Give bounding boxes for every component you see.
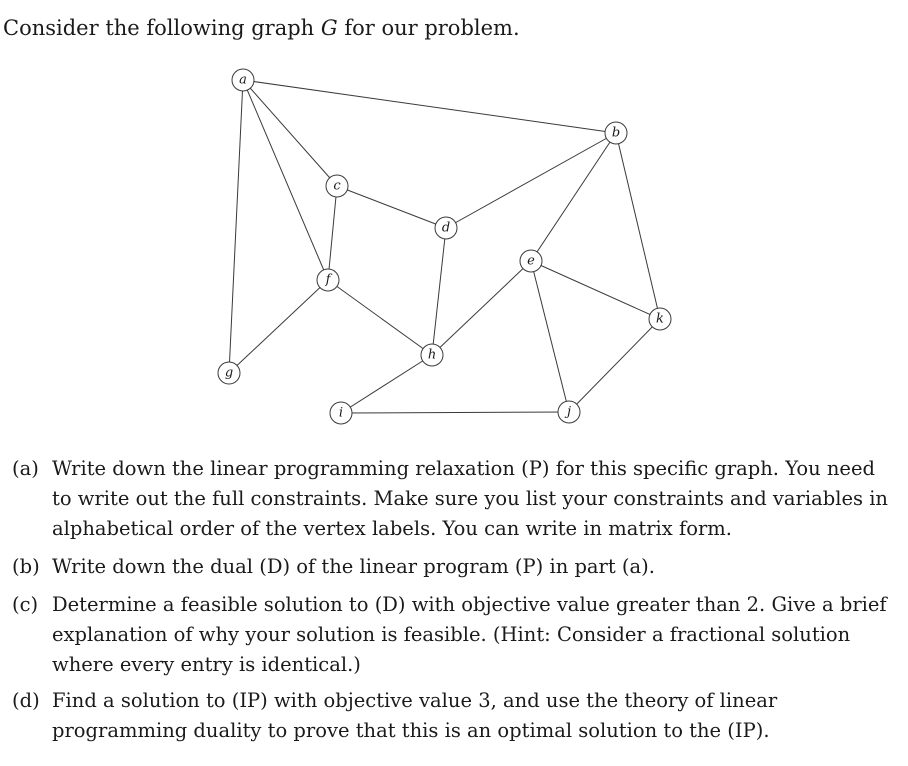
vertex-k <box>649 308 671 330</box>
question-a <box>12 454 892 544</box>
edge-d-h <box>432 228 446 355</box>
vertex-b <box>605 122 627 144</box>
edge-f-h <box>328 280 432 355</box>
edge-b-k <box>616 133 660 319</box>
vertex-g-label: g <box>224 365 234 381</box>
edge-a-f <box>243 80 328 280</box>
vertex-c <box>326 175 348 197</box>
edge-h-i <box>341 355 432 413</box>
vertex-e <box>520 250 542 272</box>
edge-a-g <box>229 80 243 373</box>
vertex-i-label: i <box>338 405 344 421</box>
vertex-k-label: k <box>656 311 664 327</box>
vertex-j <box>558 401 580 423</box>
edge-j-k <box>569 319 660 412</box>
question-d-text: Find a solution to (IP) with objective value 3, and use the theory of linear programming duality to prove that this is an optimal solution to the (IP). <box>52 689 778 742</box>
vertex-i <box>330 402 352 424</box>
question-c <box>12 590 892 680</box>
question-b-text: Write down the dual (D) of the linear program (P) in part (a). <box>52 555 655 578</box>
edge-a-b <box>243 80 616 133</box>
vertex-j-label: j <box>566 404 572 420</box>
edge-e-h <box>432 261 531 355</box>
question-b-label: (b) <box>12 555 40 578</box>
vertex-h <box>421 344 443 366</box>
vertex-c-label: c <box>333 178 341 194</box>
edge-e-k <box>531 261 660 319</box>
edge-e-j <box>531 261 569 412</box>
question-d-label: (d) <box>12 689 40 712</box>
edge-c-f <box>328 186 337 280</box>
question-a-label: (a) <box>12 457 39 480</box>
question-d <box>12 686 892 746</box>
edge-a-c <box>243 80 337 186</box>
vertex-d-label: d <box>441 220 451 236</box>
vertex-h-label: h <box>427 347 437 363</box>
vertex-d <box>435 217 457 239</box>
intro-text-before: Consider the following graph <box>3 16 321 40</box>
edge-b-d <box>446 133 616 228</box>
vertex-g <box>218 362 240 384</box>
graph-edges <box>229 80 660 413</box>
vertex-e-label: e <box>527 253 535 269</box>
question-a-text: Write down the linear programming relaxation (P) for this specific graph. You need to write out the full constraints. Make sure you list your constraints and variables in alphabetical order of the vertex labels. You can write in matrix form. <box>52 457 888 540</box>
edge-b-e <box>531 133 616 261</box>
graph-symbol: G <box>320 16 338 40</box>
question-c-label: (c) <box>12 593 39 616</box>
intro-text-after: for our problem. <box>337 16 520 40</box>
edge-i-j <box>341 412 569 413</box>
vertex-f-label: f <box>325 272 331 288</box>
vertex-b-label: b <box>611 125 621 141</box>
vertex-a <box>232 69 254 91</box>
question-b <box>12 552 892 582</box>
vertex-f <box>317 269 339 291</box>
edge-c-d <box>337 186 446 228</box>
edge-f-g <box>229 280 328 373</box>
question-c-text: Determine a feasible solution to (D) with objective value greater than 2. Give a brief explanation of why your solution is feasible. (Hint: Consider a fractional solution where every entry is identical.) <box>52 593 887 676</box>
vertex-a-label: a <box>239 72 247 88</box>
graph-vertices <box>218 69 671 424</box>
